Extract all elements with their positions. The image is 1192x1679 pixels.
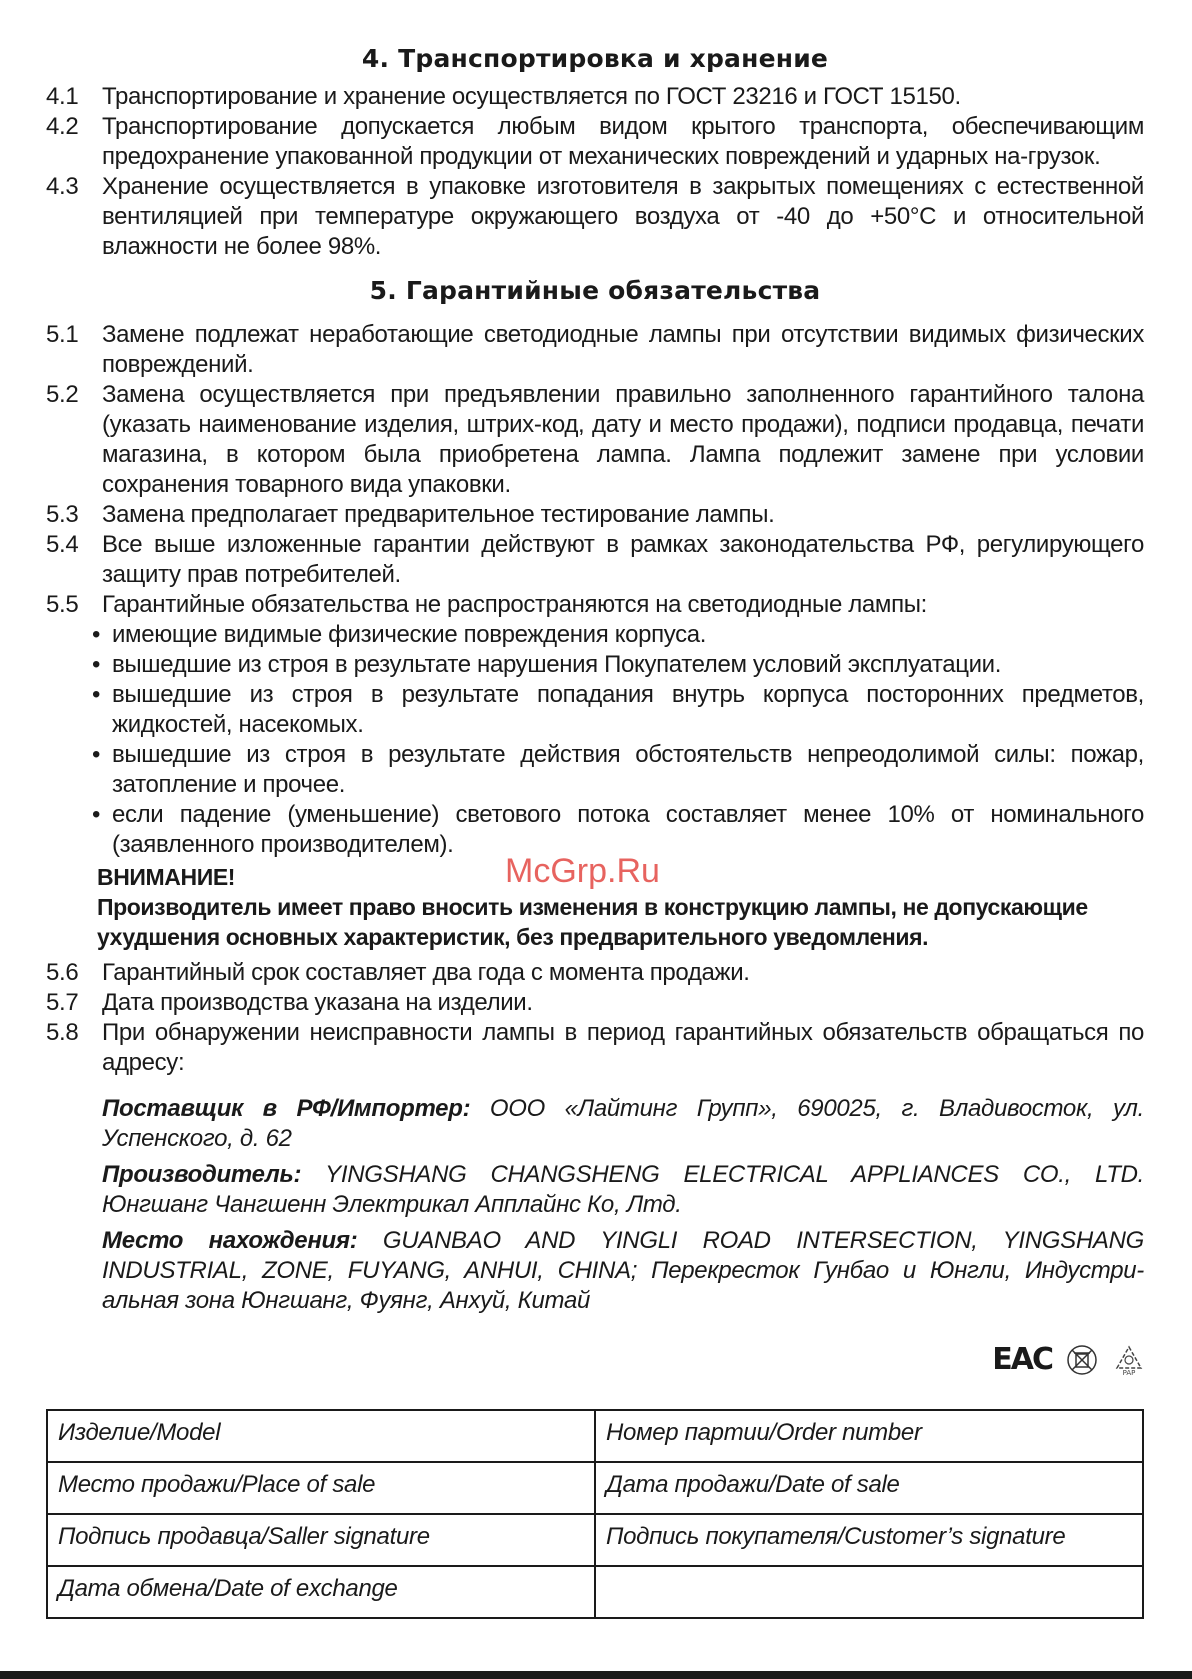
item-5-4 — [46, 530, 1144, 590]
list-item — [46, 800, 1144, 860]
manufacturer-label: Производитель: — [102, 1161, 302, 1188]
table-row — [47, 1410, 1143, 1462]
list-item — [46, 680, 1144, 740]
item-text: Замена предполагает предварительное тестирование лампы. — [102, 501, 775, 528]
item-number: 5.3 — [46, 501, 79, 528]
bullet-icon: • — [92, 681, 101, 708]
item-number: 4.2 — [46, 113, 79, 140]
item-5-6 — [46, 958, 1144, 988]
warning-text: Производитель имеет право вносить изменения в конструкцию лампы, не допускающие ухудшения основных характеристик, без предварительного уведомления. — [97, 894, 1088, 950]
list-item — [46, 650, 1144, 680]
item-number: 5.8 — [46, 1019, 79, 1046]
table-row — [47, 1566, 1143, 1618]
list-item-text: имеющие видимые физические повреждения корпуса. — [112, 621, 707, 648]
table-cell-model[interactable]: Изделие/Model — [47, 1410, 595, 1462]
item-number: 5.7 — [46, 989, 79, 1016]
section-5-title: 5. Гарантийные обязательства — [369, 276, 821, 305]
table-cell-date-of-exchange[interactable]: Дата обмена/Date of exchange — [47, 1566, 595, 1618]
item-number: 5.6 — [46, 959, 79, 986]
item-text: Транспортирование допускается любым видом крытого транспорта, обеспечивающим предохранение упакованной продукции от механических повреждений и ударных на-грузок. — [102, 113, 1144, 170]
item-5-7 — [46, 988, 1144, 1018]
item-5-3 — [46, 500, 1144, 530]
item-4-2 — [46, 112, 1144, 172]
item-5-5 — [46, 590, 1144, 620]
list-item — [46, 740, 1144, 800]
bullet-icon: • — [92, 621, 101, 648]
exclusions-list — [46, 620, 1144, 860]
section-4-title: 4. Транспортировка и хранение — [361, 44, 829, 73]
manufacturer-line — [102, 1160, 1144, 1220]
table-cell-seller-signature[interactable]: Подпись продавца/Saller signature — [47, 1514, 595, 1566]
certification-marks — [992, 1342, 1146, 1377]
item-number: 4.3 — [46, 173, 79, 200]
manufacturer-text: YINGSHANG CHANGSHENG ELECTRICAL APPLIANCES CO., LTD. Юнгшанг Чангшенн Электрикал Апплайнс Ко, Лтд. — [102, 1161, 1144, 1218]
item-text: Транспортирование и хранение осуществляется по ГОСТ 23216 и ГОСТ 15150. — [102, 83, 961, 110]
item-number: 4.1 — [46, 83, 79, 110]
list-item-text: вышедшие из строя в результате попадания внутрь корпуса посторонних предметов, жидкостей, насекомых. — [112, 681, 1144, 738]
table-cell-date-of-sale[interactable]: Дата продажи/Date of sale — [595, 1462, 1143, 1514]
item-5-2 — [46, 380, 1144, 500]
item-number: 5.5 — [46, 591, 79, 618]
list-item-text: вышедшие из строя в результате нарушения Покупателем условий эксплуатации. — [112, 651, 1002, 678]
item-4-3 — [46, 172, 1144, 262]
item-5-1 — [46, 320, 1144, 380]
recycle-label: PAP — [1122, 1368, 1136, 1377]
table-cell-order-number[interactable]: Номер партии/Order number — [595, 1410, 1143, 1462]
bullet-icon: • — [92, 741, 101, 768]
table-row — [47, 1514, 1143, 1566]
warning-title: ВНИМАНИЕ! — [97, 864, 236, 890]
watermark: McGrp.Ru — [505, 852, 660, 890]
location-text: GUANBAO AND YINGLI ROAD INTERSECTION, YINGSHANG INDUSTRIAL, ZONE, FUYANG, ANHUI, CHINA; Перекресток Гунбао и Юнгли, Индустри-альная зона Юнгшанг, Фуянг, Анхуй, Китай — [102, 1227, 1144, 1314]
bottom-divider — [0, 1671, 1192, 1679]
page-content — [46, 40, 1144, 1322]
supplier-label: Поставщик в РФ/Импортер: — [102, 1095, 471, 1122]
crossed-bin-icon — [1066, 1344, 1098, 1376]
contact-info — [46, 1094, 1144, 1316]
bullet-icon: • — [92, 801, 101, 828]
table-cell-customer-signature[interactable]: Подпись покупателя/Customer’s signature — [595, 1514, 1143, 1566]
item-text: Хранение осуществляется в упаковке изготовителя в закрытых помещениях с естественной вентиляцией при температуре окружающего воздуха от -40 до +50°С и относительной влажности не более 98%. — [102, 173, 1144, 260]
item-text: Гарантийные обязательства не распространяются на светодиодные лампы: — [102, 591, 927, 618]
item-text: Все выше изложенные гарантии действуют в рамках законодательства РФ, регулирующего защиту прав потребителей. — [102, 531, 1144, 588]
table-row — [47, 1462, 1143, 1514]
table-cell-empty[interactable] — [595, 1566, 1143, 1618]
recycle-icon — [1112, 1343, 1146, 1377]
item-text: При обнаружении неисправности лампы в период гарантийных обязательств обращаться по адресу: — [102, 1019, 1144, 1076]
table-cell-place-of-sale[interactable]: Место продажи/Place of sale — [47, 1462, 595, 1514]
location-label: Место нахождения: — [102, 1227, 358, 1254]
list-item — [46, 620, 1144, 650]
item-text: Гарантийный срок составляет два года с момента продажи. — [102, 959, 750, 986]
item-text: Замена осуществляется при предъявлении правильно заполненного гарантийного талона (указать наименование изделия, штрих-код, дату и место продажи), подписи продавца, печати магазина, в котором была приобретена лампа. Лампа подлежит замене при условии сохранения товарного вида упаковки. — [102, 381, 1144, 498]
supplier-line — [102, 1094, 1144, 1154]
item-text: Дата производства указана на изделии. — [102, 989, 533, 1016]
item-4-1 — [46, 82, 1144, 112]
location-line — [102, 1226, 1144, 1316]
item-text: Замене подлежат неработающие светодиодные лампы при отсутствии видимых физических повреждений. — [102, 321, 1144, 378]
list-item-text: вышедшие из строя в результате действия обстоятельств непреодолимой силы: пожар, затопление и прочее. — [112, 741, 1144, 798]
eac-mark-icon: ЕАС — [992, 1342, 1052, 1377]
supplier-text: ООО «Лайтинг Групп», 690025, г. Владивосток, ул. Успенского, д. 62 — [102, 1095, 1144, 1152]
item-5-8 — [46, 1018, 1144, 1078]
warranty-card-table — [46, 1409, 1144, 1619]
item-number: 5.1 — [46, 321, 79, 348]
list-item-text: если падение (уменьшение) светового потока составляет менее 10% от номинального (заявленного производителем). — [112, 801, 1144, 858]
item-number: 5.4 — [46, 531, 79, 558]
item-number: 5.2 — [46, 381, 79, 408]
bullet-icon: • — [92, 651, 101, 678]
